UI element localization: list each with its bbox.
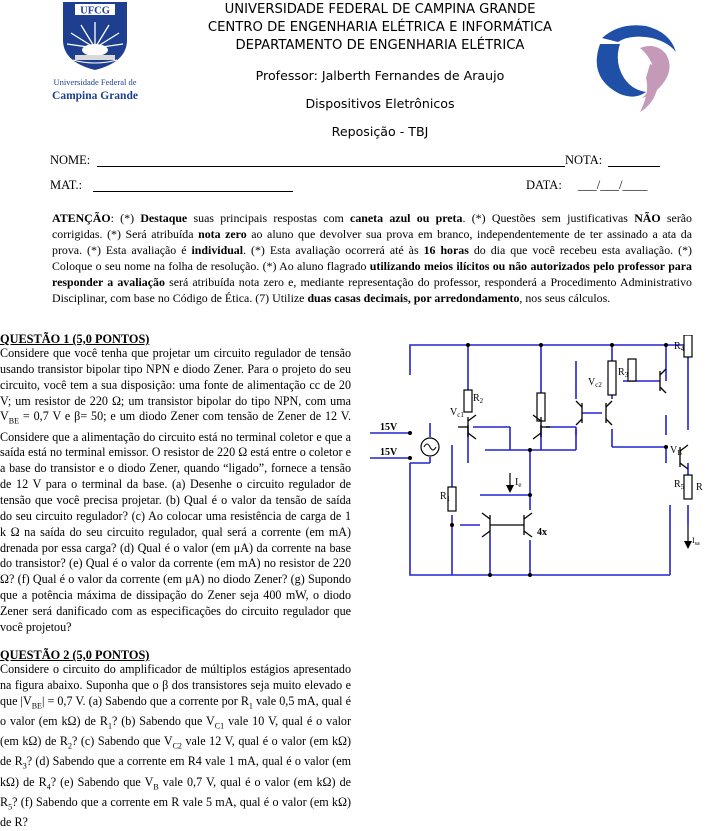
label-r: R (696, 482, 703, 493)
header-exam: Reposição - TBJ (331, 124, 429, 139)
label-iout: $I_{sa}$ (692, 536, 700, 547)
header-center: CENTRO DE ENGENHARIA ELÉTRICA E INFORMÁTICA (207, 20, 553, 35)
label-vpos: 15V (380, 422, 398, 433)
logo-acronym: UFCG (80, 5, 110, 17)
name-label: NOME: (50, 153, 91, 167)
label-r2: $R_2$ (473, 393, 484, 405)
ufcg-logo (45, 0, 145, 110)
grade-line (608, 166, 660, 167)
registration-line (93, 191, 293, 192)
label-vneg: 15V (380, 447, 398, 458)
date-blanks: ___/___/____ (578, 178, 648, 192)
logo-caption-1: Universidade Federal de (53, 77, 137, 87)
question-2-title: QUESTÃO 2 (5,0 PONTOS) (0, 648, 150, 662)
question-2-text: Considere o circuito do amplificador de múltiplos estágios apresentado na figura abaixo. Suponha que o β dos transistores seja muito elevado e que $|V_{BE}| = 0,7$ V. (a) Sabendo que a corrente por $R_1$ vale 0,5 mA, qual é o valor (em kΩ) de $R_1$? (b) Sabendo que $V_{C1}$ vale 10 V, qual é o valor (em kΩ) de $R_2$? (c) Sabendo que $V_{C2}$ vale 12 V, qual é o valor (em kΩ) de $R_3$? (d) Sabendo que a corrente em R4 vale 1 mA, qual é o valor (em kΩ) de $R_4$? (e) Sabendo que $V_B$ vale 0,7 V, qual é o valor (em kΩ) de $R_5$? (f) Sabendo que a corrente em R vale 5 mA, qual é o valor (em kΩ) de R? (0, 662, 352, 830)
question-1-text: Considere que você tenha que projetar um circuito regulador de tensão usando transistor bipolar tipo NPN e diodo Zener. Para o projeto do seu circuito, você tem a sua disposição: uma fonte de alimentação cc de 20 V; um resistor de 220 Ω; um transistor bipolar do tipo NPN, com uma $V_{BE} = 0,7$ V e β= 50; e um diodo Zener com tensão de Zener de 12 V. Considere que a alimentação do circuito está no terminal coletor e que a saída está no terminal emissor. O resistor de 220 Ω está entre o coletor e a base do transistor e o diodo Zener, quando “ligado”, fornece a tensão de 12 V para o terminal da base. (a) Desenhe o circuito regulador de tensão que você precisa projetar. (b) Qual é o valor da tensão de saída do seu circuito regulador? (c) Ao colocar uma resistência de carga de 1 k Ω na saída do seu circuito regulador, qual será a corrente (em mA) drenada por essa carga? (d) Qual é o valor (em μA) da corrente na base do transistor? (e) Qual é o valor da corrente (em mA) no resistor de 220 Ω? (f) Qual é o valor da corrente (em μA) no diodo Zener? (g) Supondo que a potência máxima de dissipação do Zener seja 400 mW, o diodo Zener será danificado com as especificações do circuito regulador que você projetou? (0, 346, 351, 634)
header-professor: Professor: Jalberth Fernandes de Araujo (255, 68, 505, 83)
label-vc1: $V_{c1}$ (450, 407, 464, 419)
date-label: DATA: (526, 178, 562, 192)
circuit-wires (370, 345, 690, 575)
header-university: UNIVERSIDADE FEDERAL DE CAMPINA GRANDE (224, 2, 536, 17)
label-ie: $I_e$ (515, 477, 522, 489)
label-r4: $R_4$ (674, 341, 685, 353)
label-r1: $R_1$ (440, 491, 451, 503)
name-line (97, 166, 565, 167)
label-vb: $V_B$ (670, 445, 682, 457)
amplifier-circuit-diagram (370, 335, 714, 585)
grade-label: NOTA: (565, 153, 603, 167)
header-course: Dispositivos Eletrônicos (305, 96, 455, 111)
header-department: DEPARTAMENTO DE ENGENHARIA ELÉTRICA (235, 38, 525, 53)
department-logo (580, 8, 690, 116)
logo-caption-2: Campina Grande (52, 90, 138, 102)
circuit-resistors (448, 335, 692, 511)
registration-label: MAT.: (50, 178, 83, 192)
circuit-transistors (458, 369, 688, 537)
attention-paragraph: ATENÇÃO: (*) Destaque suas principais respostas com caneta azul ou preta. (*) Questões sem justificativas NÃO serão corrigidas. (*) Será atribuída nota zero ao aluno que devolver sua prova em branco, independentemente de ter assinado a ata da prova. (*) Esta avaliação é individual. (*) Esta avaliação ocorrerá até às 16 horas do dia que você recebeu esta avaliação. (*) Coloque o seu nome na folha de resolução. (*) Ao aluno flagrado utilizando meios ilícitos ou não autorizados pelo professor para responder a avaliação será atribuída nota zero e, mediante representação do professor, responderá a Procedimento Administrativo Disciplinar, com base no Código de Ética. (7) Utilize duas casas decimais, por arredondamento, nos seus cálculos. (52, 211, 693, 305)
label-mult: 4x (537, 527, 547, 538)
label-vc2: $V_{c2}$ (588, 377, 602, 389)
question-1-title: QUESTÃO 1 (5,0 PONTOS) (0, 332, 150, 346)
label-r5: $R_5$ (674, 479, 685, 491)
label-r3: $R_3$ (618, 367, 629, 379)
